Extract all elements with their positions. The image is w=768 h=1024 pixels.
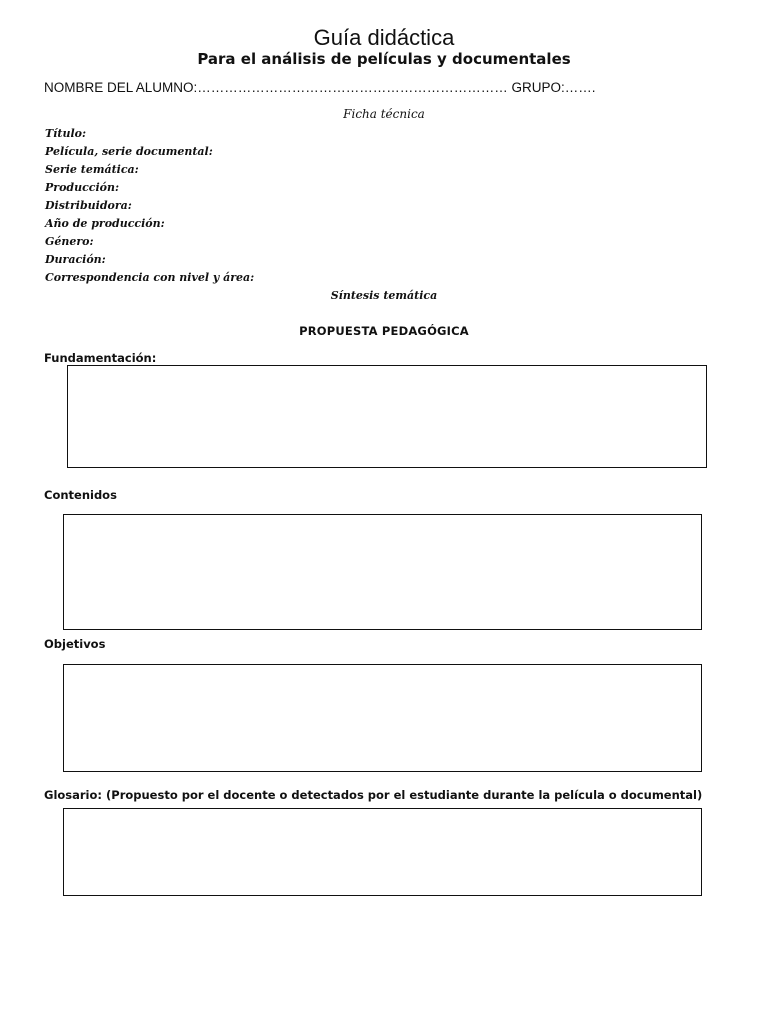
student-name-group-line: NOMBRE DEL ALUMNO:…………………………………………………………… GRUPO:……. [44,80,596,95]
page-subtitle: Para el análisis de películas y documentales [197,50,571,68]
field-titulo: Título: [45,127,87,140]
objetivos-label: Objetivos [44,637,106,651]
field-duracion: Duración: [45,253,106,266]
sintesis-tematica-heading: Síntesis temática [330,289,438,302]
propuesta-pedagogica-heading: PROPUESTA PEDAGÓGICA [299,324,469,338]
ficha-tecnica-heading: Ficha técnica [343,107,425,121]
field-pelicula-serie: Película, serie documental: [45,145,213,158]
fundamentacion-label: Fundamentación: [44,351,157,365]
field-genero: Género: [45,235,94,248]
contenidos-box[interactable] [63,514,702,630]
field-distribuidora: Distribuidora: [45,199,132,212]
contenidos-label: Contenidos [44,488,117,502]
field-serie-tematica: Serie temática: [45,163,139,176]
page-title: Guía didáctica [313,25,455,50]
field-correspondencia: Correspondencia con nivel y área: [45,271,255,284]
field-anio-produccion: Año de producción: [45,217,165,230]
objetivos-box[interactable] [63,664,702,772]
fundamentacion-box[interactable] [67,365,707,468]
field-produccion: Producción: [45,181,120,194]
ficha-tecnica-fields [45,126,254,288]
glosario-box[interactable] [63,808,702,896]
glosario-label: Glosario: (Propuesto por el docente o detectados por el estudiante durante la película o documental) [44,788,703,802]
